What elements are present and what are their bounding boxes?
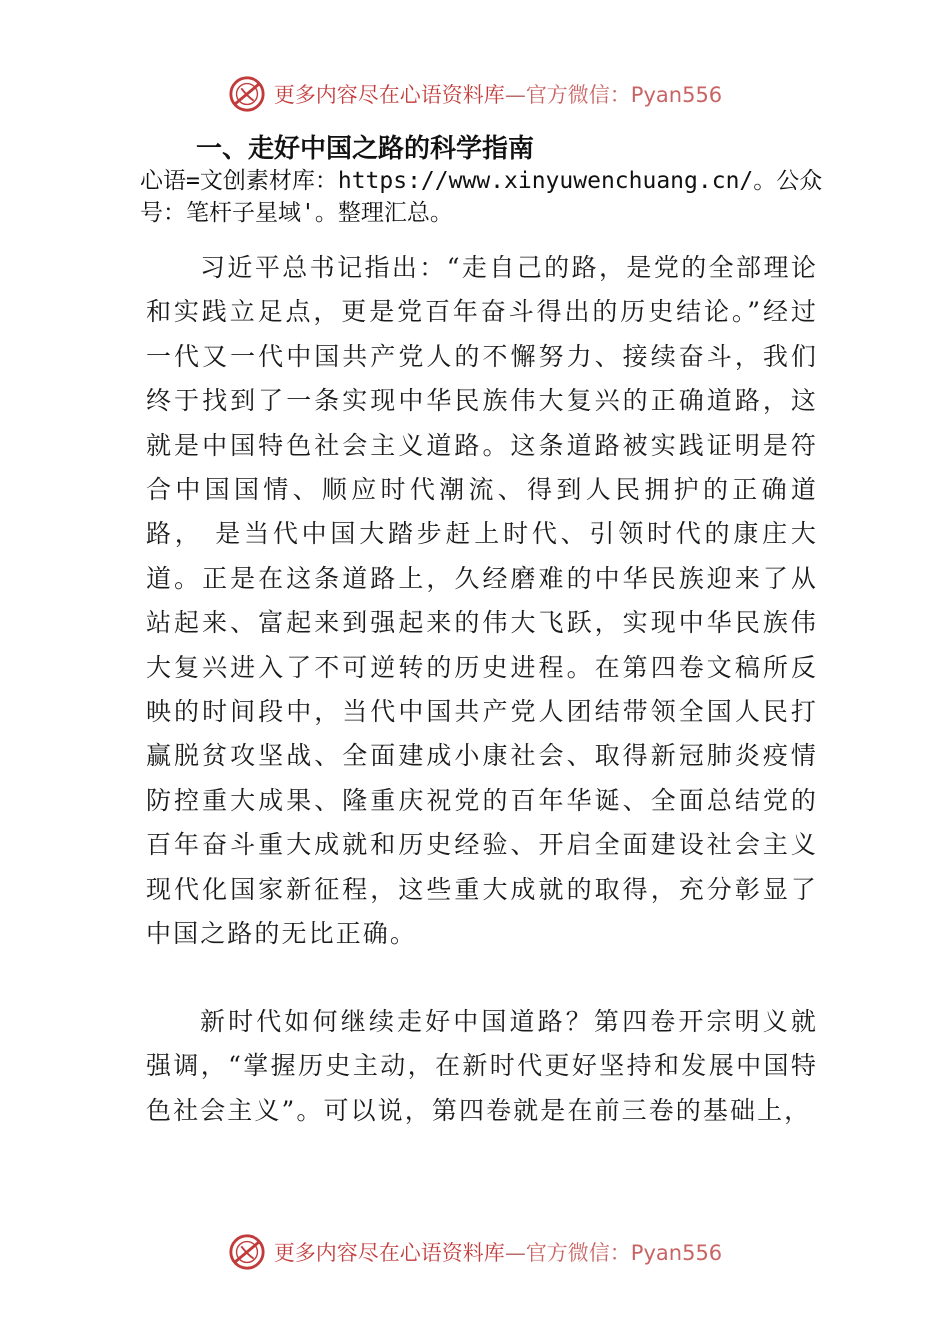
watermark-wechat: 官方微信：Pyan556 [525,83,723,107]
watermark-wechat: 官方微信：Pyan556 [525,1241,723,1265]
logo-seal-icon [228,75,266,113]
body-paragraph-1: 习近平总书记指出：“走自己的路，是党的全部理论和实践立足点，更是党百年奋斗得出的历史结论。”经过一代又一代中国共产党人的不懈努力、接续奋斗，我们终于找到了一条实现中华民族伟大复兴的正确道路，这就是中国特色社会主义道路。这条道路被实践证明是符合中国国情、顺应时代潮流、得到人民拥护的正确道路， 是当代中国大踏步赶上时代、引领时代的康庄大道。正是在这条道路上，久经磨难的中华民族迎来了从站起来、富起来到强起来的伟大飞跃，实现中华民族伟大复兴进入了不可逆转的历史进程。在第四卷文稿所反映的时间段中，当代中国共产党人团结带领全国人民打赢脱贫攻坚战、全面建成小康社会、取得新冠肺炎疫情防控重大成果、隆重庆祝党的百年华诞、全面总结党的百年奋斗重大成就和历史经验、开启全面建设社会主义现代化国家新征程，这些重大成就的取得，充分彰显了中国之路的无比正确。 [146,253,818,949]
watermark-separator: — [504,83,526,107]
header-watermark [0,70,950,118]
footer-watermark [0,1228,950,1276]
watermark-text: 更多内容尽在心语资料库 [273,1241,505,1265]
section-heading: 一、走好中国之路的科学指南 [196,134,535,164]
watermark-separator: — [504,1241,526,1265]
source-note: 心语=文创素材库：https://www.xinyuwenchuang.cn/。公众号：笔杆子星域'。整理汇总。 [140,168,823,226]
watermark-text: 更多内容尽在心语资料库 [273,83,505,107]
logo-seal-icon [228,1233,266,1271]
body-paragraph-2: 新时代如何继续走好中国道路？第四卷开宗明义就强调，“掌握历史主动，在新时代更好坚持和发展中国特色社会主义”。可以说，第四卷就是在前三卷的基础上， [146,1007,818,1125]
